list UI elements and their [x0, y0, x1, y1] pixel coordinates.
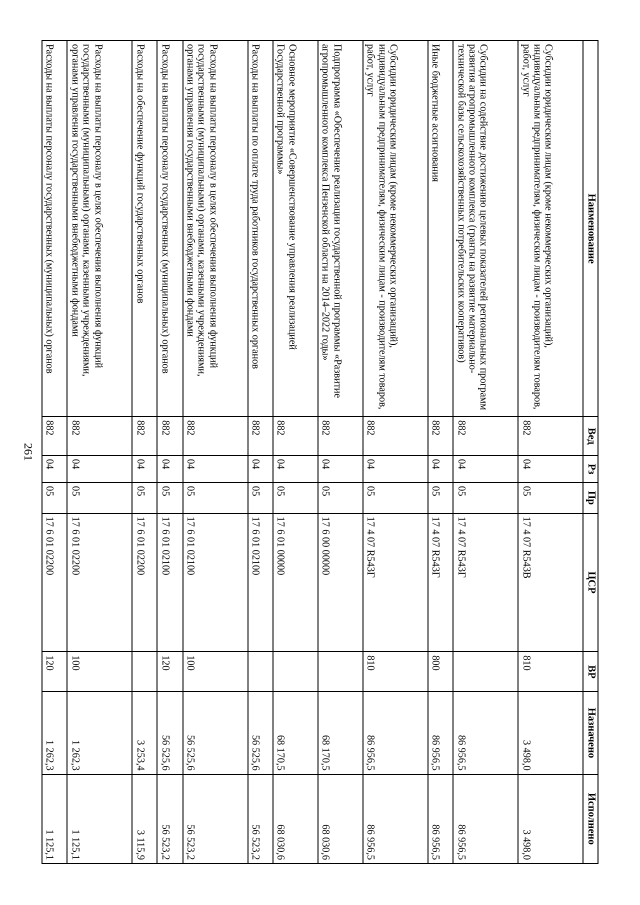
- cell-ved: 882: [157, 417, 182, 456]
- table-row: [183, 41, 248, 864]
- header-executed: Исполнено: [583, 774, 598, 863]
- cell-vr: 120: [157, 652, 182, 692]
- cell-rz: 04: [318, 456, 363, 483]
- cell-vr: [318, 652, 363, 692]
- cell-csr: 17 4 07 R543В: [518, 513, 583, 652]
- cell-executed: 56 523,2: [248, 774, 273, 863]
- cell-csr: 17 6 01 00000: [273, 513, 318, 652]
- table-row: [318, 41, 363, 864]
- cell-rz: 04: [42, 456, 67, 483]
- header-name: Наименование: [583, 41, 598, 417]
- table-body: [42, 41, 583, 864]
- cell-vr: 800: [428, 652, 453, 692]
- cell-name: Расходы на выплаты персоналу государственных (муниципальных) органов: [157, 41, 182, 417]
- cell-name: Иные бюджетные ассигнования: [428, 41, 453, 417]
- cell-ved: 882: [318, 417, 363, 456]
- header-assigned: Назначено: [583, 692, 598, 774]
- cell-assigned: 86 956,5: [428, 692, 453, 774]
- cell-ved: 882: [428, 417, 453, 456]
- cell-pr: 05: [42, 483, 67, 514]
- cell-ved: 882: [183, 417, 248, 456]
- cell-pr: 05: [132, 483, 157, 514]
- cell-rz: 04: [428, 456, 453, 483]
- cell-rz: 04: [273, 456, 318, 483]
- cell-csr: 17 6 01 02100: [183, 513, 248, 652]
- cell-name: Расходы на обеспечение функций государственных органов: [132, 41, 157, 417]
- cell-csr: 17 6 01 02200: [67, 513, 132, 652]
- cell-pr: 05: [67, 483, 132, 514]
- cell-csr: 17 6 00 00000: [318, 513, 363, 652]
- cell-pr: 05: [157, 483, 182, 514]
- cell-name: Расходы на выплаты персоналу в целях обеспечения выполнения функций государственными (муниципальными) органами, казенными учреждениями, органами управления государственными внебюджетными фондами: [67, 41, 132, 417]
- cell-rz: 04: [248, 456, 273, 483]
- table-row: [42, 41, 67, 864]
- cell-csr: 17 4 07 R543Г: [453, 513, 518, 652]
- cell-name: Расходы на выплаты персоналу в целях обеспечения выполнения функций государственными (муниципальными) органами, казенными учреждениями, органами управления государственными внебюджетными фондами: [183, 41, 248, 417]
- cell-name: Расходы на выплаты персоналу государственных (муниципальных) органов: [42, 41, 67, 417]
- cell-ved: 882: [518, 417, 583, 456]
- table-row: [132, 41, 157, 864]
- cell-ved: 882: [273, 417, 318, 456]
- cell-vr: 120: [42, 652, 67, 692]
- cell-assigned: 3 498,0: [518, 692, 583, 774]
- cell-ved: 882: [132, 417, 157, 456]
- cell-rz: 04: [67, 456, 132, 483]
- cell-ved: 882: [453, 417, 518, 456]
- cell-pr: 05: [273, 483, 318, 514]
- table-row: [273, 41, 318, 864]
- cell-name: Подпрограмма «Обеспечение реализации государственной программы «Развитие агропромышленного комплекса Пензенской области на 2014–2022 годы»: [318, 41, 363, 417]
- cell-executed: 68 030,6: [273, 774, 318, 863]
- cell-csr: 17 6 01 02100: [157, 513, 182, 652]
- cell-csr: 17 6 01 02100: [248, 513, 273, 652]
- table-row: [248, 41, 273, 864]
- cell-assigned: 1 262,3: [42, 692, 67, 774]
- cell-rz: 04: [453, 456, 518, 483]
- cell-assigned: 1 262,3: [67, 692, 132, 774]
- rotated-table-container: [42, 40, 599, 864]
- cell-csr: 17 4 07 R543Г: [363, 513, 428, 652]
- cell-vr: [453, 652, 518, 692]
- cell-name: Субсидии на содействие достижению целевых показателей региональных программ развития агропромышленного комплекса (гранты на развитие материально-технической базы сельскохозяйственных потребительских кооперативов): [453, 41, 518, 417]
- header-rz: Рз: [583, 456, 598, 483]
- cell-name: Расходы на выплаты по оплате труда работников государственных органов: [248, 41, 273, 417]
- cell-vr: 810: [363, 652, 428, 692]
- cell-name: Субсидии юридическим лицам (кроме некоммерческих организаций), индивидуальным предпринимателям, физическим лицам - производителям товаров, работ, услуг: [363, 41, 428, 417]
- cell-csr: 17 4 07 R543Г: [428, 513, 453, 652]
- cell-assigned: 86 956,5: [363, 692, 428, 774]
- cell-pr: 05: [518, 483, 583, 514]
- cell-rz: 04: [157, 456, 182, 483]
- header-pr: Пр: [583, 483, 598, 514]
- cell-vr: 100: [67, 652, 132, 692]
- cell-executed: 1 125,1: [42, 774, 67, 863]
- cell-pr: 05: [183, 483, 248, 514]
- cell-ved: 882: [248, 417, 273, 456]
- cell-assigned: 56 525,6: [183, 692, 248, 774]
- cell-csr: 17 6 01 02200: [132, 513, 157, 652]
- table-row: [453, 41, 518, 864]
- cell-rz: 04: [363, 456, 428, 483]
- cell-executed: 86 956,5: [453, 774, 518, 863]
- table-header-row: [583, 41, 598, 864]
- cell-executed: 1 125,1: [67, 774, 132, 863]
- cell-rz: 04: [132, 456, 157, 483]
- cell-executed: 56 523,2: [157, 774, 182, 863]
- header-vr: ВР: [583, 652, 598, 692]
- cell-executed: 86 956,5: [363, 774, 428, 863]
- cell-assigned: 56 525,6: [248, 692, 273, 774]
- cell-ved: 882: [363, 417, 428, 456]
- cell-rz: 04: [183, 456, 248, 483]
- cell-vr: [132, 652, 157, 692]
- cell-rz: 04: [518, 456, 583, 483]
- cell-assigned: 68 170,5: [318, 692, 363, 774]
- cell-assigned: 68 170,5: [273, 692, 318, 774]
- cell-pr: 05: [453, 483, 518, 514]
- cell-csr: 17 6 01 02200: [42, 513, 67, 652]
- cell-ved: 882: [67, 417, 132, 456]
- cell-assigned: 3 253,4: [132, 692, 157, 774]
- cell-executed: 68 030,6: [318, 774, 363, 863]
- header-csr: ЦСР: [583, 513, 598, 652]
- cell-executed: 56 523,2: [183, 774, 248, 863]
- cell-vr: [273, 652, 318, 692]
- cell-pr: 05: [318, 483, 363, 514]
- cell-name: Основное мероприятие «Совершенствование управления реализацией Государственной программы»: [273, 41, 318, 417]
- cell-executed: 3 115,9: [132, 774, 157, 863]
- cell-pr: 05: [428, 483, 453, 514]
- budget-table: [42, 40, 599, 864]
- table-row: [518, 41, 583, 864]
- cell-pr: 05: [248, 483, 273, 514]
- cell-vr: 810: [518, 652, 583, 692]
- cell-assigned: 86 956,5: [453, 692, 518, 774]
- cell-name: Субсидии юридическим лицам (кроме некоммерческих организаций), индивидуальным предпринимателям, физическим лицам - производителям товаров, работ, услуг: [518, 41, 583, 417]
- cell-executed: 3 498,0: [518, 774, 583, 863]
- table-row: [67, 41, 132, 864]
- cell-vr: [248, 652, 273, 692]
- page-number: 261: [21, 443, 36, 461]
- table-row: [428, 41, 453, 864]
- cell-vr: 100: [183, 652, 248, 692]
- table-row: [363, 41, 428, 864]
- cell-ved: 882: [42, 417, 67, 456]
- table-row: [157, 41, 182, 864]
- cell-executed: 86 956,5: [428, 774, 453, 863]
- cell-assigned: 56 525,6: [157, 692, 182, 774]
- cell-pr: 05: [363, 483, 428, 514]
- header-ved: Вед: [583, 417, 598, 456]
